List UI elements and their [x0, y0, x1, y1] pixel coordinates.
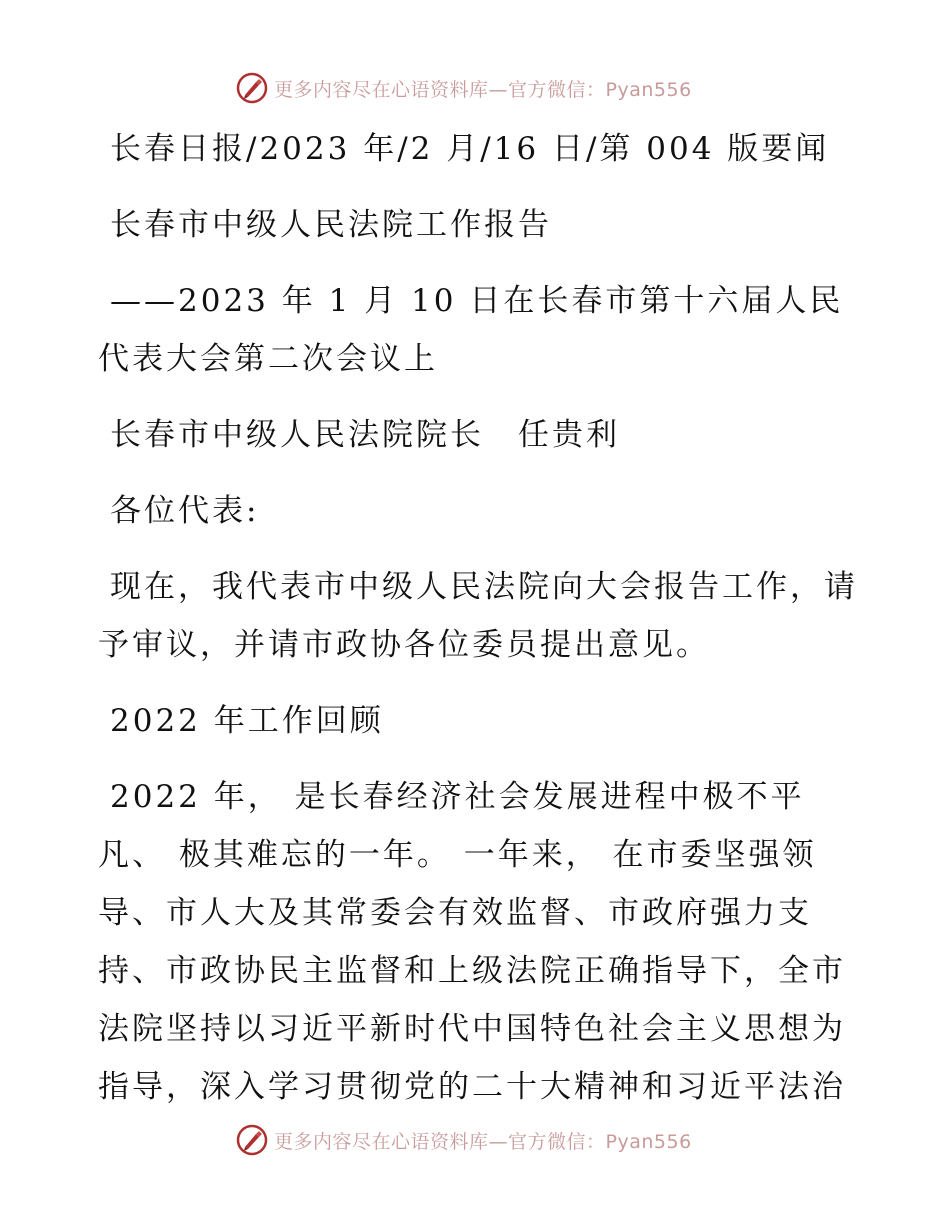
watermark-text: 更多内容尽在心语资料库—官方微信：Pyan556: [274, 1130, 692, 1153]
pen-logo-icon: [236, 1124, 268, 1156]
doc-salutation: 各位代表:: [110, 493, 260, 529]
doc-section-heading: 2022 年工作回顾: [110, 703, 384, 739]
document-body: [98, 120, 858, 1116]
watermark-footer: [236, 1124, 692, 1156]
doc-title: 长春市中级人民法院工作报告: [110, 207, 552, 243]
doc-subtitle: ——2023 年 1 月 10 日在长春市第十六届人民代表大会第二次会议上: [98, 283, 844, 377]
watermark-text: 更多内容尽在心语资料库—官方微信：Pyan556: [274, 78, 692, 101]
doc-paragraph-review: 2022 年， 是长春经济社会发展进程中极不平凡、 极其难忘的一年。 一年来， 在市委坚强领导、市人大及其常委会有效监督、市政府强力支持、市政协民主监督和上级法院正确指导下，全市法院坚持以习近平新时代中国特色社会主义思想为指导，深入学习贯彻党的二十大精神和习近平法治: [98, 779, 846, 1105]
doc-author: 长春市中级人民法院院长 任贵利: [110, 417, 620, 453]
doc-source-line: 长春日报/2023 年/2 月/16 日/第 004 版要闻: [110, 131, 830, 167]
doc-paragraph-intro: 现在，我代表市中级人民法院向大会报告工作，请予审议，并请市政协各位委员提出意见。: [98, 569, 858, 663]
pen-logo-icon: [236, 72, 268, 104]
watermark-header: [236, 72, 692, 104]
